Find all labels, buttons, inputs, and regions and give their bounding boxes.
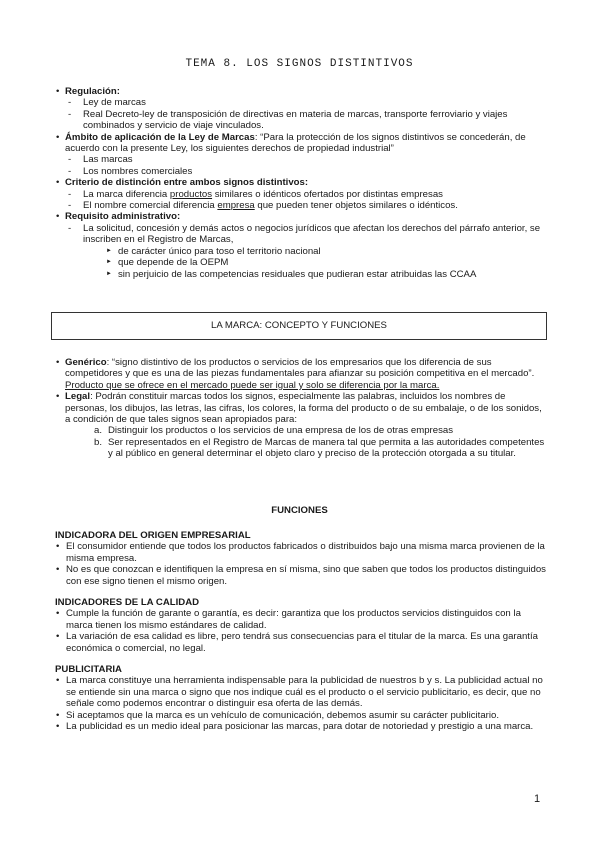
list-item: - Real Decreto-ley de transposición de directivas en materia de marcas, transporte ferroviario y viajes combinados y servicio de viaje vinculados.	[68, 108, 508, 132]
list-item: - La solicitud, concesión y demás actos o negocios jurídicos que afectan los derechos del párrafo anterior, se inscriben en el Registro de Marcas,	[68, 222, 541, 246]
regulacion-item	[56, 86, 546, 97]
ambito-heading: Ámbito de aplicación de la Ley de Marcas	[65, 131, 255, 143]
calidad-heading: INDICADORES DE LA CALIDAD	[55, 597, 200, 609]
generico-item: • Genérico: “signo distintivo de los productos o servicios de los empresarios que los diferencia de sus competidores y que es una de las piezas fundamentales para afianzar su posición competitiva en el mercado”. Producto que se ofrece en el mercado puede ser igual y solo se diferencia por la marca.	[56, 357, 546, 391]
funciones-section	[56, 530, 546, 733]
intro-section	[56, 86, 546, 280]
list-item: • Cumple la función de garante o garantía, es decir: garantiza que los productos servicios distinguidos con la marca tienen los mismo estándares de calidad.	[56, 608, 546, 631]
list-item: - Ley de marcas	[68, 97, 146, 109]
list-item: a. Distinguir los productos o los servicios de una empresa de los de otras empresas	[94, 425, 454, 437]
list-item: - Los nombres comerciales	[68, 165, 193, 177]
page-title: TEMA 8. LOS SIGNOS DISTINTIVOS	[185, 58, 414, 70]
criterio-heading: Criterio de distinción entre ambos signos distintivos:	[65, 177, 309, 189]
section-title-box: LA MARCA: CONCEPTO Y FUNCIONES	[51, 312, 547, 340]
sub-list-item: ► de carácter único para toso el territorio nacional	[106, 245, 321, 257]
triangle-bullet-icon: ►	[106, 259, 112, 266]
triangle-bullet-icon: ►	[106, 270, 112, 277]
concepto-section	[56, 357, 546, 460]
list-item: - La marca diferencia productos similares o idénticos ofertados por distintas empresas	[68, 188, 443, 200]
publicitaria-heading: PUBLICITARIA	[55, 664, 122, 676]
sub-list-item: ► sin perjuicio de las competencias residuales que pudieran estar atribuidas las CCAA	[106, 268, 477, 280]
list-item: • Si aceptamos que la marca es un vehículo de comunicación, debemos asumir su carácter publicitario.	[56, 710, 546, 721]
list-item: • La marca constituye una herramienta indispensable para la publicidad de nuestros b y s. La publicidad actual no se entiende sin una marca o signo que nos indique cuál es el producto o el servicio publicitario, es decir, que no señale como podemos encontrar o distinguir esa oferta de las demás.	[56, 675, 546, 709]
regulacion-heading: Regulación:	[65, 86, 120, 97]
requisito-item	[56, 211, 546, 222]
triangle-bullet-icon: ►	[106, 247, 112, 254]
list-item: - El nombre comercial diferencia empresa que pueden tener objetos similares o idénticos.	[68, 200, 458, 212]
page-number: 1	[534, 793, 541, 805]
ambito-item: • Ámbito de aplicación de la Ley de Marcas: “Para la protección de los signos distintivos se concederán, de acuerdo con la presente Ley, los siguientes derechos de propiedad industrial”	[56, 132, 546, 155]
list-item: b. Ser representados en el Registro de Marcas de manera tal que permita a las autoridades competentes y al público en general determinar el objeto claro y preciso de la protección otorgada a su titular.	[94, 436, 545, 460]
legal-item: • Legal: Podrán constituir marcas todos los signos, especialmente las palabras, incluidos los nombres de personas, los dibujos, las letras, las cifras, los colores, la forma del producto o de su embalaje, o de los sonidos, a condición de que tales signos sean apropiados para:	[56, 391, 546, 425]
requisito-heading: Requisito administrativo:	[65, 211, 181, 223]
list-item: • La variación de esa calidad es libre, pero tendrá sus consecuencias para el titular de la marca. Es una garantía económica o comercial, no legal.	[56, 631, 546, 654]
list-item: • No es que conozcan e identifiquen la empresa en sí misma, sino que saben que todos los productos distinguidos con ese signo tienen el mismo origen.	[56, 564, 546, 587]
list-item: • El consumidor entiende que todos los productos fabricados o distribuidos bajo una misma marca provienen de la misma empresa.	[56, 541, 546, 564]
list-item: - Las marcas	[68, 154, 133, 166]
funciones-heading: FUNCIONES	[271, 505, 328, 516]
list-item: • La publicidad es un medio ideal para posicionar las marcas, para dotar de notoriedad y prestigio a una marca.	[56, 721, 546, 732]
sub-list-item: ► que depende de la OEPM	[106, 257, 229, 269]
criterio-item	[56, 177, 546, 188]
indicadora-heading: INDICADORA DEL ORIGEN EMPRESARIAL	[55, 530, 251, 541]
